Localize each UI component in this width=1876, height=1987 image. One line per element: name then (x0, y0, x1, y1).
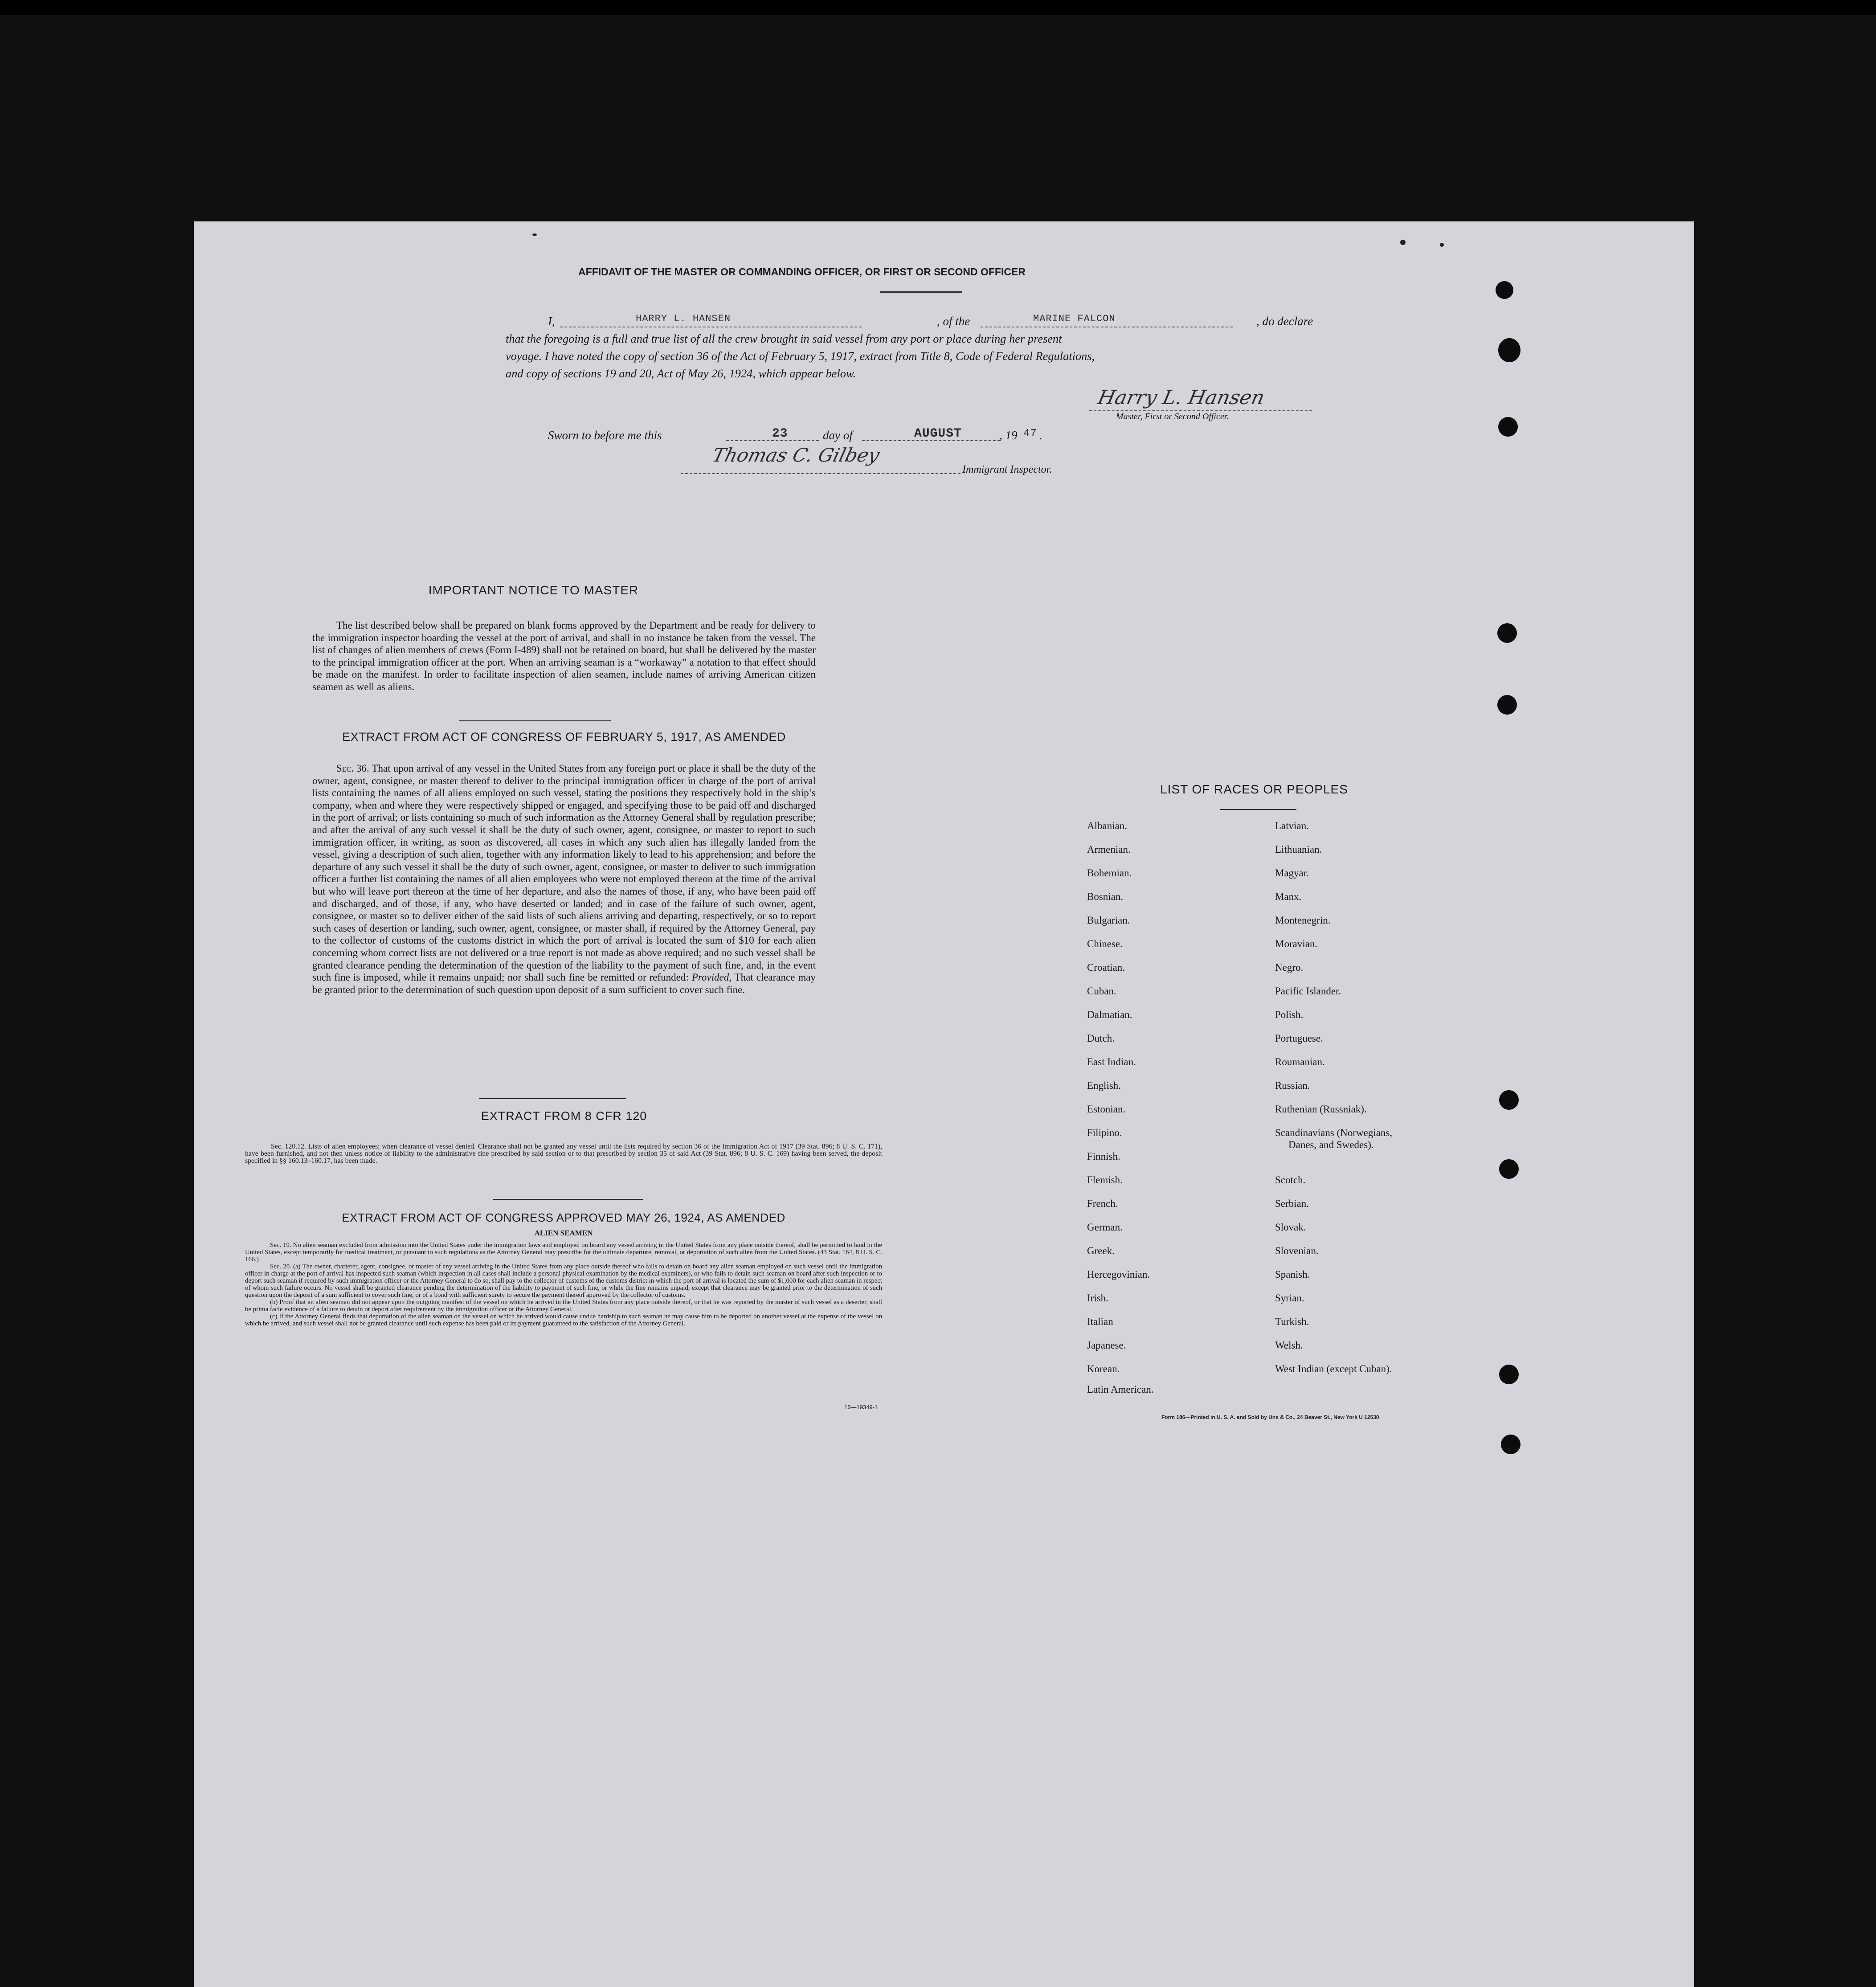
day-of-label: day of (823, 429, 853, 442)
inspector-signature: Thomas C. Gilbey (710, 444, 882, 466)
race-item: Moravian. (1275, 938, 1318, 949)
race-item: Bosnian. (1087, 891, 1124, 902)
race-item: Estonian. (1087, 1104, 1126, 1115)
scan-speck (532, 233, 537, 236)
notice-text: The list described below shall be prepared on blank forms approved by the Department and be ready for delivery to the immigration inspector boarding the vessel at the port of arrival, and shall in no instance be taken from the vessel. The list of changes of alien members of crews (Form I-489) shall not be retained on board, but shall be delivered by the master to the principal immigration officer at the port. When an arriving seaman is a “workaway” a notation to that effect should be made on the manifest. In order to facilitate inspection of alien seamen, include names of arriving American citizen seamen as well as aliens. (312, 620, 816, 692)
race-item: Portuguese. (1275, 1033, 1323, 1044)
sec-20c-text: (c) If the Attorney General finds that deportation of the alien seaman on the vessel on which he arrived would cause undue hardship to such seaman he may cause him to be deported on another vessel at the expense of the vessel on which he arrived, and such vessel shall not be granted clearance until such expense has been paid or its payment guaranteed to the satisfaction of the Attorney General. (245, 1313, 882, 1327)
race-item: Welsh. (1275, 1340, 1303, 1351)
document-page (194, 221, 1694, 1987)
form-footer: Form 186—Printed in U. S. A. and Sold by Uns & Co., 24 Beaver St., New York U 12530 (1161, 1414, 1379, 1420)
extract-1917-title: EXTRACT FROM ACT OF CONGRESS OF FEBRUARY 5, 1917, AS AMENDED (342, 730, 786, 744)
race-item: Korean. (1087, 1363, 1120, 1374)
race-item: West Indian (except Cuban). (1275, 1363, 1392, 1374)
race-item: Bulgarian. (1087, 915, 1130, 926)
provided-word: Provided, (691, 972, 732, 983)
scan-speck (1440, 243, 1444, 247)
affidavit-line-2: that the foregoing is a full and true list of all the crew brought in said vessel from any port or place during her present (506, 332, 1062, 345)
race-item: Latvian. (1275, 820, 1309, 831)
race-item: Albanian. (1087, 820, 1128, 831)
sec-36-body: That upon arrival of any vessel in the United States from any foreign port or place it shall be the duty of the owner, agent, consignee, or master thereof to deliver to the principal immigration officer in charge of the port of arrival lists containing the names of all aliens employed on such vessel, stating the positions they respectively hold in the ship’s company, when and where they were respectively shipped or engaged, and specifying those to be paid off and discharged in the port of arrival; or lists containing so much of such information as the Attorney General shall by regulation prescribe; and after the arrival of any such vessel it shall be the duty of such owner, agent, consignee, or master to report to such immigration officer, in writing, as soon as discovered, all cases in which any such alien has illegally landed from the vessel, giving a description of such alien, together with any information likely to lead to his apprehension; and before the departure of any such vessel it shall be the duty of such owner, agent, consignee, or master to deliver to such immigration officer a further list containing the names of all alien employees who were not employed thereon at the time of the arrival but who will leave port thereon at the time of her departure, and also the names of those, if any, who have been paid off and discharged, and of those, if any, who have deserted or landed; and in case of the failure of such owner, agent, consignee, or master so to deliver either of the said lists of such aliens arriving and departing, respectively, or so to report such cases of desertion or landing, such owner, agent, consignee, or master shall, if required by the Attorney General, pay to the collector of customs of the customs district in which the port of arrival is located the sum of $10 for each alien concerning whom correct lists are not delivered or a true report is not made as above required; and no such vessel shall be granted clearance pending the determination of the question of the liability to the payment of such fine, and, in the event such fine is imposed, while it remains unpaid; nor shall such fine be remitted or refunded: (312, 763, 816, 983)
race-item: Cuban. (1087, 985, 1116, 997)
race-item: Hercegovinian. (1087, 1269, 1150, 1280)
races-title: LIST OF RACES OR PEOPLES (1160, 782, 1348, 796)
race-item: Slovak. (1275, 1222, 1306, 1233)
race-item: Scandinavians (Norwegians, (1275, 1127, 1393, 1138)
sec-36-label: Sec. 36. (336, 763, 369, 774)
punch-hole (1498, 338, 1520, 362)
sec-20b-text: (b) Proof that an alien seaman did not appear upon the outgoing manifest of the vessel on which he arrived in the United States from any place outside thereof, or that he was reported by the master of such vessel as a deserter, shall be prima facie evidence of a failure to detain or deport after requirement by the immigration officer or the Attorney General. (245, 1299, 882, 1313)
race-item: Chinese. (1087, 938, 1123, 949)
race-item: Manx. (1275, 891, 1302, 902)
race-item: Turkish. (1275, 1316, 1309, 1327)
punch-hole (1498, 417, 1518, 437)
extract-cfr-title: EXTRACT FROM 8 CFR 120 (481, 1109, 647, 1123)
sec-19-text: Sec. 19. No alien seaman excluded from admission into the United States under the immigration laws and employed on board any vessel arriving in the United States from any place outside thereof, shall be permitted to land in the United States, except temporarily for medical treatment, or pursuant to such regulations as the Attorney General may prescribe for the ultimate departure, removal, or deportation of such alien from the United States. (43 Stat. 164, 8 U. S. C. 166.) (245, 1242, 882, 1263)
race-item: Armenian. (1087, 844, 1131, 855)
race-item: Russian. (1275, 1080, 1310, 1091)
extract-1924-title: EXTRACT FROM ACT OF CONGRESS APPROVED MAY 26, 1924, AS AMENDED (342, 1211, 785, 1224)
do-declare-label: , do declare (1256, 315, 1313, 328)
scan-top-band (0, 0, 1876, 15)
master-signature: Harry L. Hansen (1095, 386, 1267, 409)
year-field[interactable]: 47 (1023, 428, 1037, 440)
race-item: Serbian. (1275, 1198, 1309, 1209)
race-item: Flemish. (1087, 1174, 1123, 1186)
race-item: Bohemian. (1087, 867, 1132, 879)
race-item: Croatian. (1087, 962, 1125, 973)
race-item: Filipino. (1087, 1127, 1122, 1138)
punch-hole (1497, 623, 1517, 643)
race-item: Scotch. (1275, 1174, 1306, 1186)
race-item: Spanish. (1275, 1269, 1310, 1280)
sworn-label: Sworn to before me this (548, 429, 662, 442)
extract-cfr-text: Sec. 120.12. Lists of alien employees; when clearance of vessel denied. Clearance shall not be granted any vessel until the lists required by section 36 of the Immigration Act of 1917 (39 Stat. 896; 8 U. S. C. 171), have been furnished, and not then unless notice of liability to the administrative fine prescribed by said section or to that prescribed by section 35 of said Act (39 Stat. 896; 8 U. S. C. 169) having been served, the deposit specified in §§ 160.13–160.17, has been made. (245, 1143, 882, 1165)
extract-1924-subtitle: ALIEN SEAMEN (534, 1229, 593, 1237)
race-item: Japanese. (1087, 1340, 1126, 1351)
race-item: East Indian. (1087, 1056, 1136, 1067)
race-item: Irish. (1087, 1292, 1108, 1304)
race-item: Greek. (1087, 1245, 1115, 1256)
race-item: Lithuanian. (1275, 844, 1322, 855)
scan-speck (1400, 240, 1406, 245)
race-item: Danes, and Swedes). (1288, 1139, 1374, 1150)
race-item: Italian (1087, 1316, 1113, 1327)
race-item: English. (1087, 1080, 1121, 1091)
master-name-field[interactable]: HARRY L. HANSEN (636, 313, 731, 324)
race-item: Roumanian. (1275, 1056, 1325, 1067)
vessel-name-field[interactable]: MARINE FALCON (1033, 313, 1116, 324)
race-item: German. (1087, 1222, 1123, 1233)
race-item: Polish. (1275, 1009, 1304, 1020)
form-code: 16—19349-1 (844, 1404, 878, 1411)
race-item: Slovenian. (1275, 1245, 1319, 1256)
year-suffix: . (1039, 429, 1042, 442)
punch-hole (1499, 1365, 1519, 1384)
race-item: Syrian. (1275, 1292, 1304, 1304)
race-item: Dalmatian. (1087, 1009, 1132, 1020)
punch-hole (1497, 695, 1517, 715)
race-item: Latin American. (1087, 1384, 1154, 1395)
section-divider (459, 720, 611, 721)
master-title-label: Master, First or Second Officer. (1116, 412, 1229, 421)
extract-1924-text (245, 1242, 882, 1327)
inspector-label: Immigrant Inspector. (962, 464, 1052, 475)
section-divider (479, 1098, 626, 1099)
race-item: Finnish. (1087, 1151, 1120, 1162)
month-field[interactable]: AUGUST (914, 427, 962, 441)
affidavit-line-4: and copy of sections 19 and 20, Act of May 26, 1924, which appear below. (506, 367, 856, 380)
punch-hole (1496, 281, 1513, 299)
affidavit-line-3: voyage. I have noted the copy of section 36 of the Act of February 5, 1917, extract from Title 8, Code of Federal Regulations, (506, 349, 1095, 363)
year-prefix: , 19 (999, 429, 1018, 442)
master-signature-line (1089, 410, 1312, 411)
inspector-signature-line (681, 473, 960, 474)
race-item: Ruthenian (Russniak). (1275, 1104, 1367, 1115)
extract-1917-text (312, 762, 816, 996)
race-item: Dutch. (1087, 1033, 1115, 1044)
race-item: Magyar. (1275, 867, 1309, 879)
title-divider (880, 291, 962, 293)
day-field[interactable]: 23 (772, 427, 788, 441)
punch-hole (1501, 1435, 1520, 1454)
race-item: Pacific Islander. (1275, 985, 1341, 997)
races-divider (1220, 809, 1296, 810)
punch-hole (1499, 1159, 1519, 1179)
race-item: Negro. (1275, 962, 1304, 973)
punch-hole (1499, 1090, 1519, 1110)
notice-title: IMPORTANT NOTICE TO MASTER (428, 583, 639, 597)
affidavit-title: AFFIDAVIT OF THE MASTER OR COMMANDING OFFICER, OR FIRST OR SECOND OFFICER (578, 266, 1026, 278)
race-item: French. (1087, 1198, 1118, 1209)
section-divider (493, 1199, 643, 1200)
sec-36-body-end: That clearance may be granted prior to the determination of such question upon deposit of a sum sufficient to cover such fine. (312, 972, 816, 995)
sec-20a-text: Sec. 20. (a) The owner, charterer, agent, consignee, or master of any vessel arriving in the United States from any place outside thereof who fails to detain on board any alien seaman employed on such vessel until the immigration officer in charge at the port of arrival has inspected such seaman (which inspection in all cases shall include a personal physical examination by the medical examiners), or who fails to detain such seaman on board after such inspection or to deport such seaman if required by such immigration officer or the Attorney General to do so, shall pay to the collector of customs of the customs district in which the port of arrival is located the sum of $1,000 for each alien seaman in respect of whom such failure occurs. No vessel shall be granted clearance pending the determination of the liability to payment of such fine, or while the fine remains unpaid, except that clearance may be granted prior to the determination of such question upon the deposit of a sum sufficient to cover such fine, or of a bond with sufficient surety to secure the payment thereof approved by the collector of customs. (245, 1263, 882, 1299)
affidavit-i-label: I, (548, 315, 555, 328)
of-the-label: , of the (937, 315, 970, 328)
race-item: Montenegrin. (1275, 915, 1331, 926)
